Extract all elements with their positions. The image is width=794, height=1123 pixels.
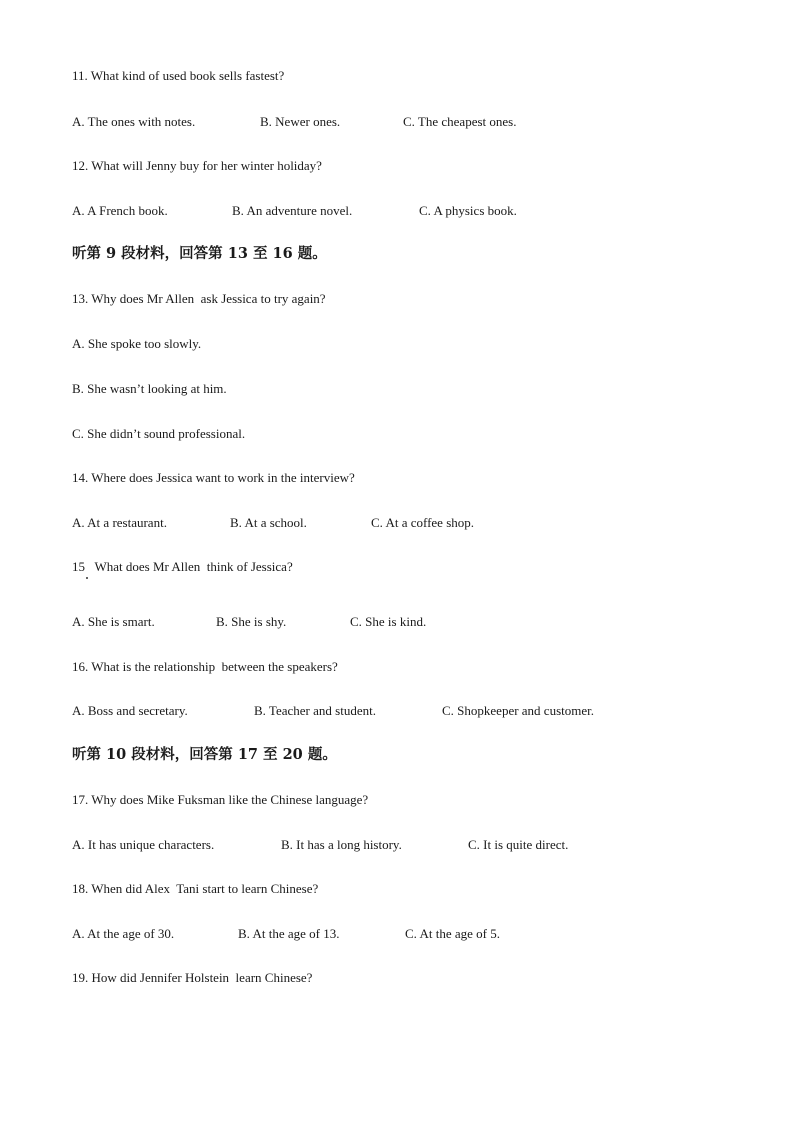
q12-option-b: B. An adventure novel. xyxy=(232,203,353,218)
question-12: 12. What will Jenny buy for her winter holiday? xyxy=(72,158,322,173)
q13-option-b: B. She wasn’t looking at him. xyxy=(72,381,227,396)
section-10-heading: 听第 10 段材料，回答第 17 至 20 题。 xyxy=(72,746,337,763)
q16-option-c: C. Shopkeeper and customer. xyxy=(442,703,594,718)
q17-option-c: C. It is quite direct. xyxy=(468,837,569,852)
q11-option-c: C. The cheapest ones. xyxy=(403,114,517,129)
q14-option-c: C. At a coffee shop. xyxy=(371,515,475,530)
q15-option-b: B. She is shy. xyxy=(216,614,287,629)
q16-option-a: A. Boss and secretary. xyxy=(72,703,188,718)
q13-option-c: C. She didn’t sound professional. xyxy=(72,426,246,441)
q12-option-a: A. A French book. xyxy=(72,203,168,218)
section-9-heading: 听第 9 段材料，回答第 13 至 16 题。 xyxy=(72,245,327,262)
stray-dot-mark xyxy=(86,577,88,579)
q18-option-c: C. At the age of 5. xyxy=(405,926,500,941)
q11-option-a: A. The ones with notes. xyxy=(72,114,196,129)
q15-option-c: C. She is kind. xyxy=(350,614,427,629)
q14-option-b: B. At a school. xyxy=(230,515,307,530)
q17-option-b: B. It has a long history. xyxy=(281,837,402,852)
question-17: 17. Why does Mike Fuksman like the Chinese language? xyxy=(72,792,369,807)
question-14: 14. Where does Jessica want to work in the interview? xyxy=(72,470,355,485)
q17-option-a: A. It has unique characters. xyxy=(72,837,215,852)
question-18: 18. When did Alex Tani start to learn Chinese? xyxy=(72,881,319,896)
q16-option-b: B. Teacher and student. xyxy=(254,703,376,718)
q14-option-a: A. At a restaurant. xyxy=(72,515,167,530)
question-19: 19. How did Jennifer Holstein learn Chinese? xyxy=(72,970,313,985)
question-16: 16. What is the relationship between the speakers? xyxy=(72,659,338,674)
q18-option-a: A. At the age of 30. xyxy=(72,926,175,941)
question-13: 13. Why does Mr Allen ask Jessica to try again? xyxy=(72,291,326,306)
q15-option-a: A. She is smart. xyxy=(72,614,155,629)
q13-option-a: A. She spoke too slowly. xyxy=(72,336,202,351)
q12-option-c: C. A physics book. xyxy=(419,203,517,218)
q18-option-b: B. At the age of 13. xyxy=(238,926,340,941)
question-11: 11. What kind of used book sells fastest? xyxy=(72,68,285,83)
q11-option-b: B. Newer ones. xyxy=(260,114,341,129)
question-15: 15 What does Mr Allen think of Jessica? xyxy=(72,559,293,574)
